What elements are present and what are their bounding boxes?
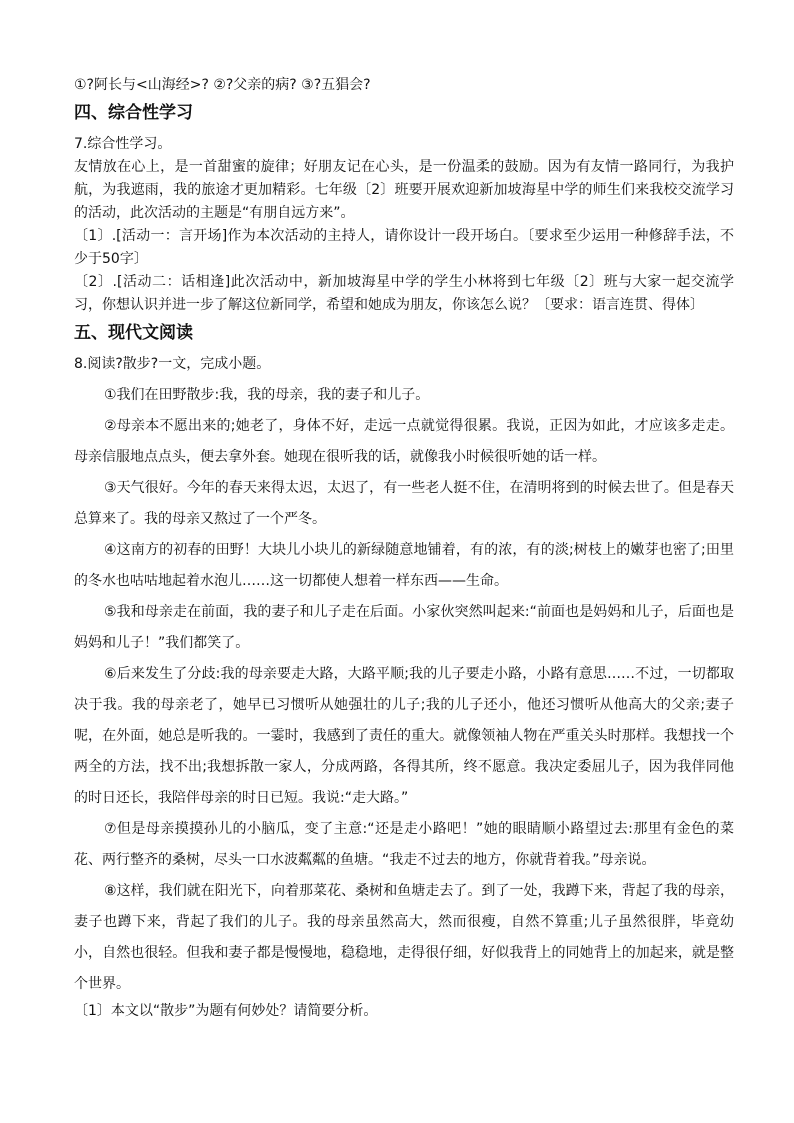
reading-paragraph-1: ①我们在田野散步:我，我的母亲，我的妻子和儿子。 — [104, 387, 430, 403]
question-7-part-1: 〔1〕.[活动一：言开场]作为本次活动的主持人，请你设计一段开场白。〔要求至少运用一种修辞手法，不少于50字〕 — [74, 228, 734, 267]
reading-paragraph-7: ⑦但是母亲摸摸孙儿的小脑瓜，变了主意:“还是走小路吧！”她的眼睛顺小路望过去:那里有金色的菜花、两行整齐的桑树，尽头一口水波粼粼的鱼塘。“我走不过去的地方，你就背着我。”母亲说。 — [74, 821, 734, 868]
section-heading-4: 四、综合性学习 — [74, 103, 193, 123]
section-heading-5: 五、现代文阅读 — [74, 323, 193, 343]
question-7-text: 友情放在心上，是一首甜蜜的旋律；好朋友记在心头，是一份温柔的鼓励。因为有友情一路同行，为我护航，为我遮雨，我的旅途才更加精彩。七年级〔2〕班要开展欢迎新加坡海星中学的师生们来我校交流学习的活动，此次活动的主题是“有朋自远方来”。 — [74, 159, 734, 221]
question-7-intro: 7.综合性学习。 — [74, 136, 172, 152]
reading-paragraph-5: ⑤我和母亲走在前面，我的妻子和儿子走在后面。小家伙突然叫起来:“前面也是妈妈和儿子，后面也是妈妈和儿子！”我们都笑了。 — [74, 604, 734, 651]
question-8-part-1: 〔1〕本文以“散步”为题有何妙处？请简要分析。 — [74, 1003, 378, 1019]
reading-paragraph-2: ②母亲本不愿出来的;她老了，身体不好，走远一点就觉得很累。我说，正因为如此，才应该多走走。母亲信服地点点头，便去拿外套。她现在很听我的话，就像我小时候很听她的话一样。 — [74, 418, 734, 465]
question-7-part-2: 〔2〕.[活动二：话相逢]此次活动中，新加坡海星中学的学生小林将到七年级〔2〕班与大家一起交流学习，你想认识并进一步了解这位新同学，希望和她成为朋友，你该怎么说？〔要求：语言连贯、得体〕 — [74, 274, 734, 313]
reading-paragraph-3: ③天气很好。今年的春天来得太迟，太迟了，有一些老人挺不住，在清明将到的时候去世了。但是春天总算来了。我的母亲又熬过了一个严冬。 — [74, 480, 734, 527]
essay-titles-line: ①?阿长与<山海经>? ②?父亲的病? ③?五猖会? — [74, 77, 371, 93]
reading-paragraph-6: ⑥后来发生了分歧:我的母亲要走大路，大路平顺;我的儿子要走小路，小路有意思……不过，一切都取决于我。我的母亲老了，她早已习惯听从她强壮的儿子;我的儿子还小，他还习惯听从他高大的父亲;妻子呢，在外面，她总是听我的。一霎时，我感到了责任的重大。就像领袖人物在严重关头时那样。我想找一个两全的方法，找不出;我想拆散一家人，分成两路，各得其所，终不愿意。我决定委屈儿子，因为我伴同他的时日还长，我陪伴母亲的时日已短。我说:“走大路。” — [74, 666, 734, 806]
question-8-intro: 8.阅读?散步?一文，完成小题。 — [74, 356, 271, 372]
reading-paragraph-8: ⑧这样，我们就在阳光下，向着那菜花、桑树和鱼塘走去了。到了一处，我蹲下来，背起了我的母亲，妻子也蹲下来，背起了我们的儿子。我的母亲虽然高大，然而很瘦，自然不算重;儿子虽然很胖，毕竟幼小，自然也很轻。但我和妻子都是慢慢地，稳稳地，走得很仔细，好似我背上的同她背上的加起来，就是整个世界。 — [74, 883, 734, 992]
reading-paragraph-4: ④这南方的初春的田野！大块儿小块儿的新绿随意地铺着，有的浓，有的淡;树枝上的嫩芽也密了;田里的冬水也咕咕地起着水泡儿……这一切都使人想着一样东西——生命。 — [74, 542, 734, 589]
